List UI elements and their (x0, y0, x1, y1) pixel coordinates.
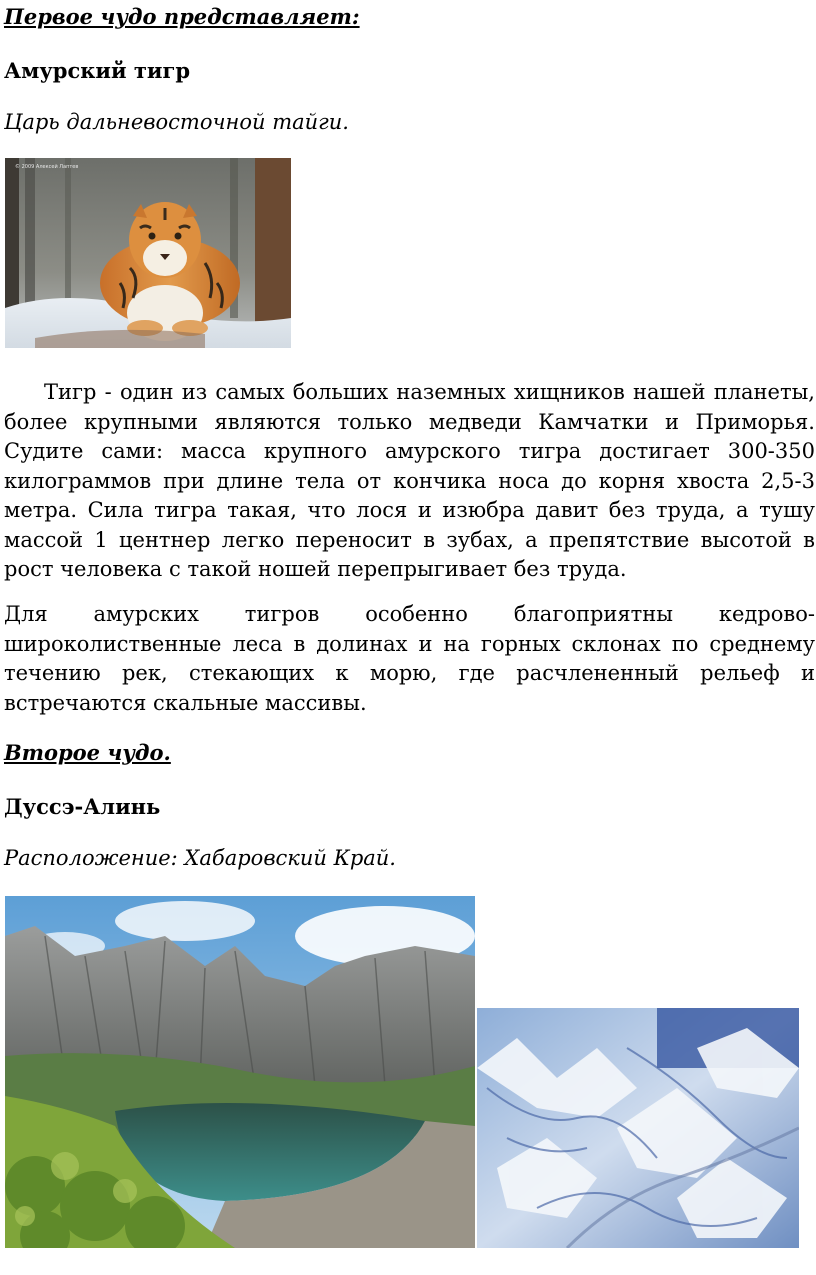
section1-paragraph1 (4, 378, 815, 585)
section1-title: Первое чудо представляет: (4, 4, 360, 29)
section2-title: Второе чудо. (4, 740, 171, 765)
section2-name: Дуссэ-Алинь (4, 794, 161, 819)
aerial-mountains-photo (477, 1008, 799, 1248)
photo-watermark: © 2009 Алексей Лаптев (15, 164, 79, 170)
paragraph2-text: Для амурских тигров особенно благоприятны кедрово-широколиственные леса в долинах и на горных склонах по среднему течению рек, стекающих к морю, где расчлененный рельеф и встречаются скальные массивы. (4, 602, 815, 715)
section1-subtitle: Царь дальневосточной тайги. (4, 110, 349, 134)
tiger-photo (5, 158, 291, 348)
mountain-lake-photo (5, 896, 475, 1248)
section2-subtitle: Расположение: Хабаровский Край. (4, 846, 396, 870)
paragraph1-text: Тигр - один из самых больших наземных хищников нашей планеты, более крупными являются только медведи Камчатки и Приморья. Судите сами: масса крупного амурского тигра достигает 300-350 килограммов при длине тела от кончика носа до корня хвоста 2,5-3 метра. Сила тигра такая, что лося и изюбра давит без труда, а тушу массой 1 центнер легко переносит в зубах, а препятствие высотой в рост человека с такой ношей перепрыгивает без труда. (4, 380, 815, 581)
section1-name: Амурский тигр (4, 58, 191, 83)
section1-paragraph2 (4, 600, 815, 718)
